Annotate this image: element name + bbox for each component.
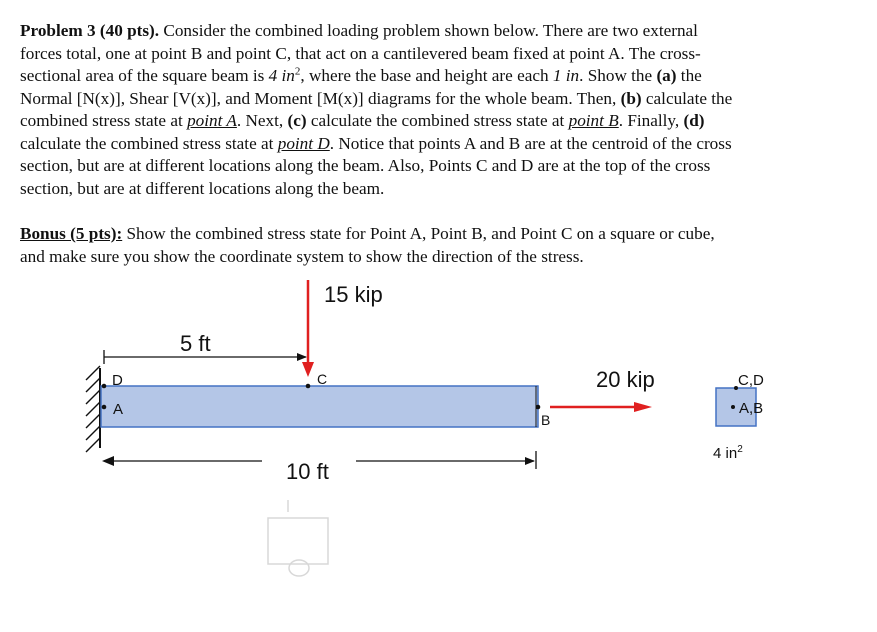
cs-center-point (731, 405, 735, 409)
wall-hatching (86, 366, 100, 452)
point-b-marker (536, 405, 541, 410)
load-c-label: 15 kip (324, 282, 383, 307)
label-d: D (112, 372, 123, 389)
problem-text: . Finally, (618, 111, 684, 130)
cs-center-label: A,B (739, 400, 764, 417)
point-a-ref: point A (187, 111, 237, 130)
label-a: A (113, 401, 124, 418)
dim-10ft-arrow-left (102, 456, 114, 466)
problem-text: the (676, 66, 702, 85)
point-d-ref: point D (277, 133, 330, 153)
problem-text: Normal [N(x)], Shear [V(x)], and Moment [M(x)] diagrams for the whole beam. Then, (20, 88, 621, 108)
part-b-label: (b) (620, 88, 642, 108)
part-c-label: (c) (287, 111, 307, 130)
problem-text: Consider the combined loading problem shown below. There are two external (159, 21, 698, 40)
problem-text: . Next, (236, 111, 288, 130)
problem-text: . Notice that points A and B are at the centroid of the cross (329, 133, 732, 153)
cs-top-label: C,D (738, 372, 764, 389)
beam (101, 386, 538, 427)
point-d-marker (102, 384, 107, 389)
part-d-label: (d) (683, 111, 705, 130)
problem-line-7: section, but are at different locations along the beam. Also, Points C and D are at the top of the cross (20, 156, 711, 175)
problem-text: calculate the combined stress state at (20, 133, 278, 153)
problem-text: , where the base and height are each (300, 66, 553, 85)
problem-heading: Problem 3 (40 pts). (20, 21, 160, 40)
dim-5ft-label: 5 ft (180, 331, 211, 356)
load-b-label: 20 kip (596, 367, 655, 392)
area-exponent: 2 (294, 65, 301, 78)
label-b: B (541, 412, 551, 428)
cs-area-label: 4 $in^2$ (713, 444, 743, 462)
bonus-heading: Bonus (5 pts): (20, 224, 123, 243)
problem-line-8: section, but are at different locations along the beam. (20, 178, 385, 198)
fixed-support (86, 366, 100, 452)
part-a-label: (a) (656, 66, 677, 85)
problem-text: calculate the combined stress state at (306, 111, 569, 130)
dim-10ft-label: 10 ft (286, 459, 329, 484)
problem-text: . Show the (579, 66, 657, 85)
problem-line-2: forces total, one at point B and point C, that act on a cantilevered beam fixed at point A. The cross- (20, 43, 701, 63)
point-b-ref: point B (568, 111, 619, 130)
load-c-arrowhead (302, 362, 314, 377)
problem-text: combined stress state at (20, 111, 188, 130)
load-b-arrowhead (634, 402, 652, 412)
label-c: C (317, 371, 328, 387)
problem-text: sectional area of the square beam is (20, 66, 269, 85)
bonus-line-2: and make sure you show the coordinate system to show the direction of the stress. (20, 246, 584, 266)
bonus-text: Show the combined stress state for Point A, Point B, and Point C on a square or cube, (122, 224, 715, 243)
area-value: 4 in (268, 66, 295, 85)
dimension-value: 1 in (552, 66, 580, 85)
point-c-marker (306, 384, 311, 389)
problem-text: calculate the (641, 88, 733, 108)
point-a-marker (102, 405, 107, 410)
faint-artifact (268, 500, 328, 576)
